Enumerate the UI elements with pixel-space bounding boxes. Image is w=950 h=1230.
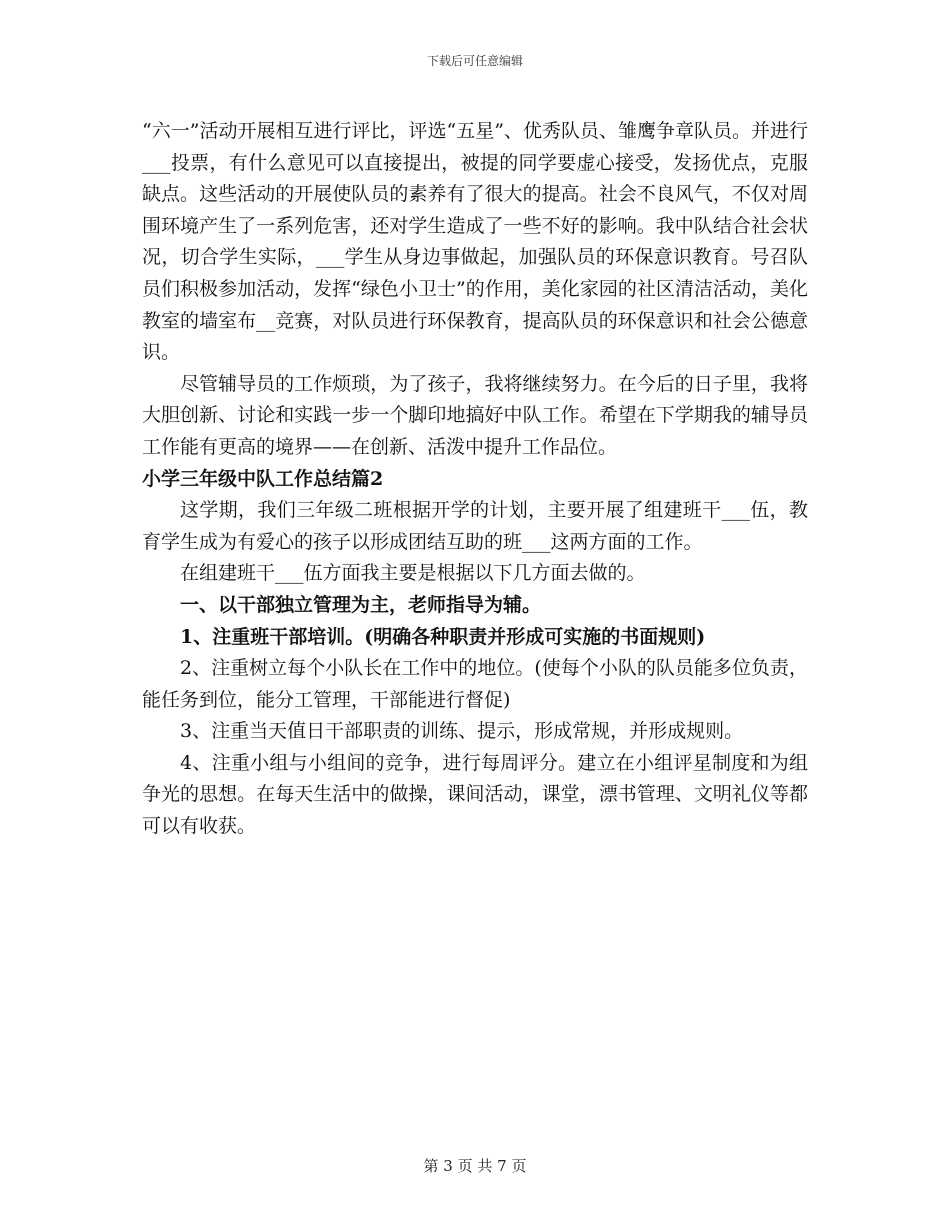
list-item-3: 3、注重当天值日干部职责的训练、提示，形成常规，并形成规则。 bbox=[180, 720, 744, 743]
list-item-4: 4、注重小组与小组间的竞争，进行每周评分。建立在小组评星制度和为组争光的思想。在每天生活中的做操，课间活动，课堂，漂书管理、文明礼仪等都可以有收获。 bbox=[142, 751, 808, 838]
subheading-1: 一、以干部独立管理为主，老师指导为辅。 bbox=[180, 593, 542, 616]
page-footer: 第 3 页 共 7 页 bbox=[423, 1157, 527, 1175]
paragraph-4: 在组建班干___伍方面我主要是根据以下几方面去做的。 bbox=[180, 562, 646, 585]
paragraph-2: 尽管辅导员的工作烦琐，为了孩子，我将继续努力。在今后的日子里，我将大胆创新、讨论和实践一步一个脚印地搞好中队工作。希望在下学期我的辅导员工作能有更高的境界——在创新、活泼中提升工作品位。 bbox=[142, 372, 808, 458]
section-title: 小学三年级中队工作总结篇2 bbox=[142, 467, 384, 490]
paragraph-3: 这学期，我们三年级二班根据开学的计划，主要开展了组建班干___伍，教育学生成为有爱心的孩子以形成团结互助的班___这两方面的工作。 bbox=[142, 499, 808, 553]
page-header: 下载后可任意编辑 bbox=[426, 54, 523, 68]
list-item-2: 2、注重树立每个小队长在工作中的地位。(使每个小队的队员能多位负责，能任务到位，能分工管理，干部能进行督促) bbox=[142, 657, 808, 711]
document-body bbox=[142, 116, 808, 843]
list-item-1: 1、注重班干部培训。(明确各种职责并形成可实施的书面规则) bbox=[180, 625, 706, 648]
paragraph-1: “六一”活动开展相互进行评比，评选“五星”、优秀队员、雏鹰争章队员。并进行___投票，有什么意见可以直接提出，被提的同学要虚心接受，发扬优点，克服缺点。这些活动的开展使队员的素养有了很大的提高。社会不良风气，不仅对周围环境产生了一系列危害，还对学生造成了一些不好的影响。我中队结合社会状况，切合学生实际，___学生从身边事做起，加强队员的环保意识教育。号召队员们积极参加活动，发挥“绿色小卫士”的作用，美化家园的社区清洁活动，美化教室的墙室布__竞赛，对队员进行环保教育，提高队员的环保意识和社会公德意识。 bbox=[142, 120, 808, 364]
